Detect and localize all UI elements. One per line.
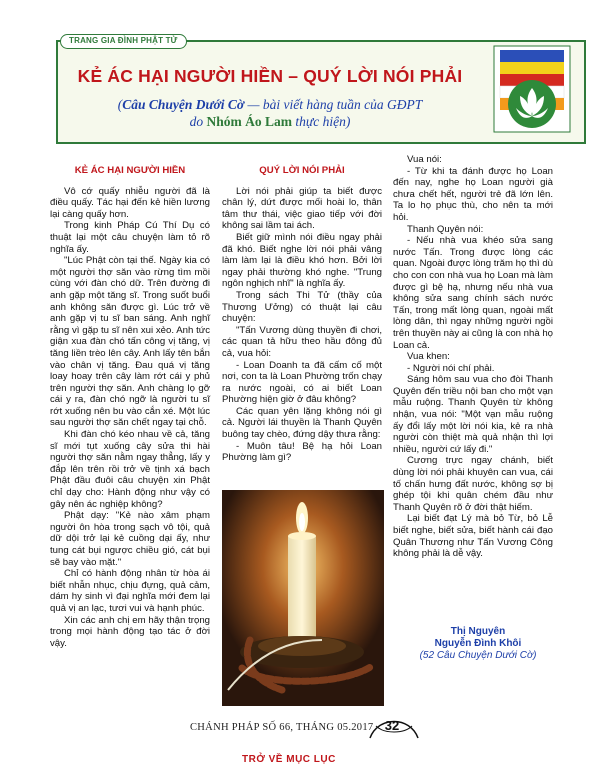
author-block [398, 626, 558, 662]
subtitle: (Câu Chuyện Dưới Cờ — bài viết hàng tuần của GĐPT do Nhóm Áo Lam thực hiện) [117, 97, 423, 129]
paragraph: Vua nói: [407, 154, 442, 165]
paragraph: - Loan Doanh ta đã cấm cố một nơi, con ta là Loan Phường trốn chạy ra nước ngoài, có ai biết Loan Phường hiện giờ ở đâu không? [222, 359, 382, 406]
candle-icon [222, 490, 384, 706]
paragraph: Phật dạy: "Kẻ nào xâm phạm người ôn hòa trong sạch vô tội, quả dữ dội trở lại kẻ cuồng dại ấy, như tung cát bụi ngược chiều gió, cát bụi sẽ bay vào mặt." [50, 510, 210, 568]
back-to-contents-link[interactable]: TRỞ VỀ MỤC LỤC [242, 754, 336, 765]
paragraph: - Người nói chí phải. [407, 362, 495, 374]
column-left [50, 165, 210, 649]
story1-heading: KẺ ÁC HẠI NGƯỜI HIỀN [74, 165, 186, 176]
paragraph: Biết giữ mình nói điều ngay phải đã khó. Biết nghe lời nói phải vâng làm làm lại là điều khó hơn. Bởi lời ngay phải thường khó nghe. "Trung ngôn nghịch nhĩ" là nghĩa ấy. [222, 231, 382, 290]
story2-heading: QUÝ LỜI NÓI PHẢI [259, 165, 345, 176]
paragraph: Vô cớ quấy nhiễu người đã là điều quấy. Tác hại đến kẻ hiền lương lại càng quấy hơn. [50, 185, 210, 220]
page-title: KẺ ÁC HẠI NGƯỜI HIỀN – QUÝ LỜI NÓI PHẢI [77, 66, 463, 86]
paragraph: - Từ khi ta đánh được họ Loan đến nay, nghe họ Loan người già chưa chết hết, người trẻ đã lớn lên. Ta lo họ phục thù, cho nên ta mới hỏi. [393, 165, 553, 223]
paragraph: - Nếu nhà vua khéo sửa sang nước Tấn. Trong được lòng các quan. Ngoài được lòng trăm họ thì dù cho con con nhà vua họ Loan mà làm được gì bệ hạ, nhưng nếu nhà vua không sửa sang chính sách nước Tấn, trong mất lòng quan, ngoài mất lòng dân, thì ngay những người ngồi trên thuyền này ai cũng là con nhà họ Loan cả. [393, 235, 554, 351]
paragraph: Xin các anh chị em hãy thận trọng trong mọi hành động tạo tác ở đời vậy. [50, 614, 210, 649]
subtitle-group: Nhóm Áo Lam [206, 114, 293, 129]
paragraph: Chỉ có hành động nhân từ hòa ái biết nhẫn nhục, chịu đựng, quả cảm, dám hy sinh vì đại nghĩa mới đem lại quả vị an lạc, tươi vui và hạnh phúc. [50, 568, 210, 614]
paragraph: Thanh Quyên nói: [407, 223, 484, 235]
paragraph: Sáng hôm sau vua cho đòi Thanh Quyên đến triều nội ban cho một vạn mẫu ruộng. Thanh Quyên từ không nhận, vua nói: "Một vạn mẫu ruộng ấy đổi lấy một lời nói kia, kẻ ra nhà người còn thiệt mà quả nhận thì lợi nhiều, người cứ lấy đi." [393, 374, 553, 455]
paragraph: Các quan yên lặng không nói gì cả. Người lái thuyền là Thanh Quyên buông tay chèo, đứng dậy thưa rằng: [222, 405, 382, 441]
paragraph: Trong sách Thi Tử (thầy của Thương Ưởng) có thuật lại câu chuyện: [222, 289, 382, 325]
issue-info: CHÁNH PHÁP SỐ 66, THÁNG 05.2017 [190, 722, 374, 733]
paragraph: Vua khen: [407, 351, 450, 363]
author-name-2: Nguyễn Đình Khôi [434, 638, 522, 649]
paragraph: "Tấn Vương dùng thuyền đi chơi, các quan tả hữu theo hầu đông đủ cả, vua hỏi: [222, 324, 382, 359]
column-middle [222, 165, 382, 464]
page-number: 32 [384, 718, 400, 733]
paragraph: Khi đàn chó kéo nhau về cả, tăng sĩ mới tụt xuống cây sửa thi hài người thợ săn nằm ngay thẳng, lấy y đắp lên trên rồi trở về tịnh xá bạch Phật đầu đuôi câu chuyện xin Phật chỉ dạy cho: Hành động như vậy có gây nên ác nghiệp không? [50, 429, 210, 510]
candle-photo [222, 490, 384, 706]
paragraph: Cương trực ngay chánh, biết dùng lời nói phải khuyên can vua, cái tố chấn hưng đất nước, không sợ bị ghép tội khi quân chém đầu như Thanh Quyên rõ ở đời thật hiếm. [393, 455, 553, 513]
paragraph: - Muôn tâu! Bệ hạ hỏi Loan Phường làm gì? [222, 440, 382, 464]
subtitle-series: Câu Chuyện Dưới Cờ [122, 97, 245, 112]
paragraph: "Lúc Phật còn tại thế. Ngày kia có một người thợ săn vào rừng tìm mồi cùng với đàn chó dữ. Trên đường đi anh gặp một tăng sĩ. Trong suốt buổi anh không săn được gì. Lúc trở về anh gặp vị tu sĩ ban sáng. Anh nghĩ rằng vì gặp tu sĩ nên xui xẻo. Anh tức giận xua đàn chó tấn công vị tăng, vị tăng liền trèo lên cây. Anh lấy tên bắn vào chân vị tăng. Đau quá vị tăng loay hoay trên cây làm rớt cái y phủ trên người thợ săn. Anh chàng lọ gỡ cái y ra, đàn chó ngỡ là người tu sĩ rớt xuống nên bu vào cắn xé. Một lúc sau người thợ săn chết ngay tại chỗ. [50, 255, 210, 429]
paragraph: Lại biết đạt Lý mà bỏ Từ, bỏ Lễ biết nghe, biết sửa, biết hành cái đạo Quân Thương như Tấn Vương Công không phải là dễ vậy. [393, 513, 553, 560]
section-tag: TRANG GIA ĐÌNH PHẬT TỬ [60, 34, 187, 49]
gdpt-lotus-logo-icon [492, 44, 572, 134]
author-name-1: Thị Nguyên [450, 626, 506, 637]
paragraph: Trong kinh Pháp Cú Thí Dụ có thuật lại một câu chuyện làm tỏ rõ nghĩa ấy. [50, 220, 210, 255]
paragraph: Lời nói phải giúp ta biết được chân lý, dứt được mối hoài lo, thân tâm thư thái, việc giao tiếp với đời không sai lầm tai ách. [222, 185, 382, 232]
author-source: (52 Câu Chuyện Dưới Cờ) [419, 650, 537, 661]
column-right [393, 154, 553, 560]
